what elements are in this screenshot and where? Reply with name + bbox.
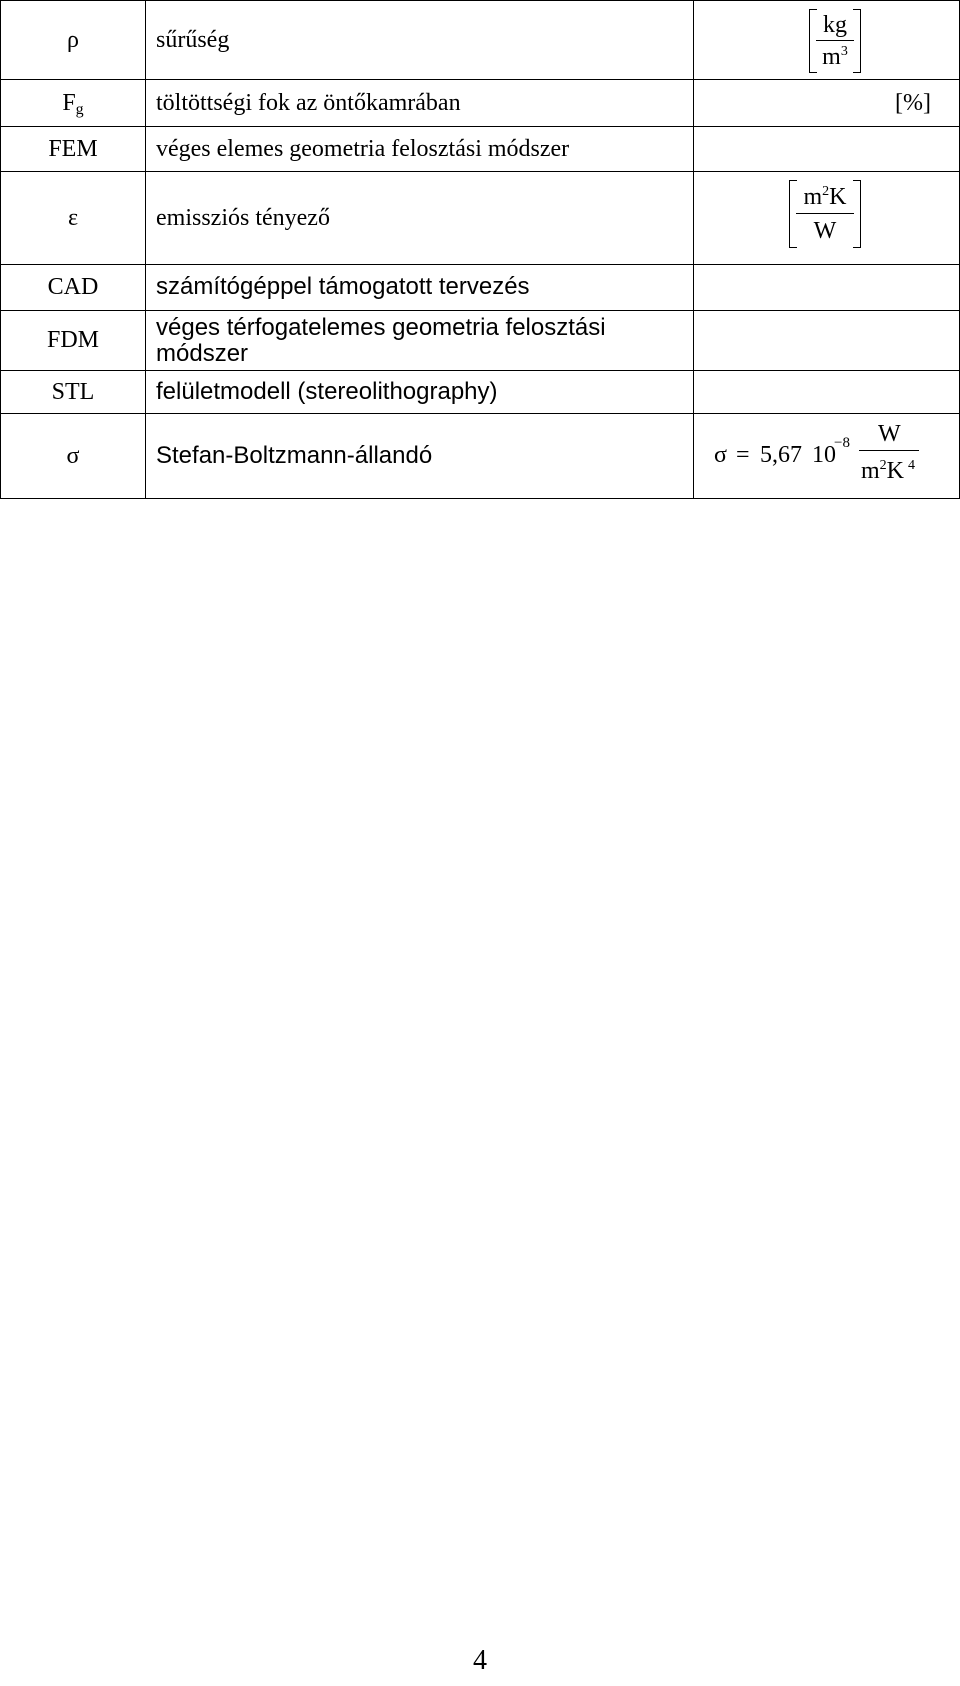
fraction-bar (796, 213, 854, 214)
description-cell: számítógéppel támogatott tervezés (146, 265, 694, 311)
unit-cell (694, 172, 960, 265)
description-cell: töltöttségi fok az öntőkamrában (146, 80, 694, 127)
description-cell: felületmodell (stereolithography) (146, 371, 694, 414)
symbol-cell: FEM (1, 127, 146, 172)
unit-cell (694, 1, 960, 80)
unit-fraction (789, 180, 861, 248)
unit-cell (694, 311, 960, 371)
table-row (1, 1, 960, 80)
table-row (1, 172, 960, 265)
unit-cell: [%] (694, 80, 960, 127)
page-number: 4 (473, 1645, 487, 1676)
description-cell: emissziós tényező (146, 172, 694, 265)
fraction-bar (816, 40, 854, 41)
unit-denominator: $m^3$ (822, 44, 848, 70)
unit-fraction (809, 9, 861, 73)
symbol-cell: ρ (1, 1, 146, 80)
unit-cell (694, 127, 960, 172)
fraction-bar (859, 450, 919, 451)
symbol-cell: FDM (1, 311, 146, 371)
description-cell: sűrűség (146, 1, 694, 80)
formula-denominator: $m^2K$ $^4$ (861, 458, 916, 484)
description-cell: véges térfogatelemes geometria felosztási módszer (146, 311, 694, 371)
table-row (1, 127, 960, 172)
unit-cell (694, 414, 960, 499)
table-row (1, 80, 960, 127)
stefan-boltzmann-formula: σ = 5,67 10 −8 W $m^2K$ $^4$ (694, 414, 960, 498)
symbol-cell: CAD (1, 265, 146, 311)
description-cell: Stefan-Boltzmann-állandó (146, 414, 694, 499)
symbol-table (0, 0, 960, 499)
unit-cell (694, 371, 960, 414)
table-row (1, 311, 960, 371)
symbol-cell: $F_g$ (1, 80, 146, 127)
unit-numerator: kg (823, 12, 847, 38)
unit-denominator: W (813, 218, 837, 244)
table-row (1, 371, 960, 414)
symbol-cell: ε (1, 172, 146, 265)
symbol-cell: STL (1, 371, 146, 414)
unit-cell (694, 265, 960, 311)
description-cell: véges elemes geometria felosztási módszer (146, 127, 694, 172)
unit-numerator: $m^2K$ (803, 184, 847, 210)
table-row (1, 265, 960, 311)
symbol-cell: σ (1, 414, 146, 499)
table-row (1, 414, 960, 499)
